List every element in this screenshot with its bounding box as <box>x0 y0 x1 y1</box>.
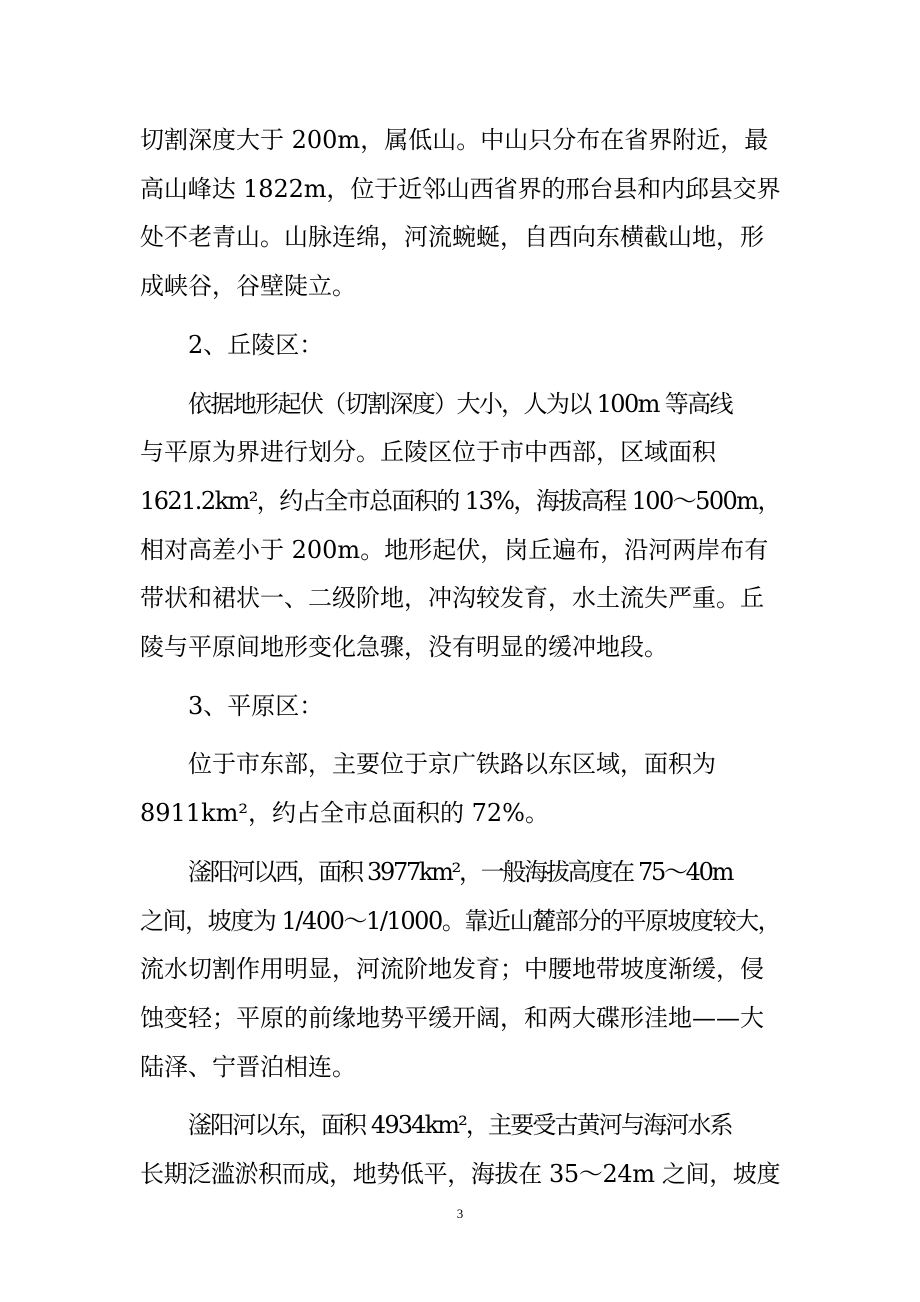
paragraph-west-of-fuyang <box>140 848 780 1092</box>
page-number: 3 <box>456 1206 464 1221</box>
text-line: 陆泽、宁晋泊相连。 <box>140 1052 356 1081</box>
text-line: 切割深度大于 200m，属低山。中山只分布在省界附近，最 <box>140 126 769 154</box>
text-line: 高山峰达 1822m，位于近邻山西省界的邢台县和内邱县交界 <box>140 174 781 203</box>
text-line: 流水切割作用明显，河流阶地发育；中腰地带坡度渐缓，侵 <box>140 955 764 984</box>
text-line: 滏阳河以东，面积 4934km²，主要受古黄河与海河水系 <box>188 1111 732 1140</box>
paragraph-low-mountain <box>140 116 780 311</box>
paragraph-hills <box>140 380 780 672</box>
text-line: 依据地形起伏（切割深度）大小，人为以 100m 等高线 <box>188 389 732 418</box>
text-line: 相对高差小于 200m。地形起伏，岗丘遍布，沿河两岸布有 <box>140 535 769 564</box>
paragraph-east-of-fuyang <box>140 1101 780 1198</box>
text-line: 成峡谷，谷壁陡立。 <box>140 272 356 301</box>
text-line: 蚀变轻；平原的前缘地势平缓开阔，和两大碟形洼地——大 <box>140 1003 764 1032</box>
text-line: 与平原为界进行划分。丘陵区位于市中西部，区域面积 <box>140 438 716 467</box>
text-line: 处不老青山。山脉连绵，河流蜿蜒，自西向东横截山地，形 <box>140 223 764 252</box>
text-line: 之间，坡度为 1/400～1/1000。靠近山麓部分的平原坡度较大， <box>140 906 781 935</box>
text-line: 带状和裙状一、二级阶地，冲沟较发育，水土流失严重。丘 <box>140 584 764 613</box>
heading-text: 3、平原区： <box>188 691 324 720</box>
section-heading-hills <box>140 321 780 370</box>
text-line: 陵与平原间地形变化急骤，没有明显的缓冲地段。 <box>140 633 668 662</box>
text-line: 1621.2km²，约占全市总面积的 13%，海拔高程 100～500m， <box>140 486 780 515</box>
heading-text: 2、丘陵区： <box>188 330 324 359</box>
body-text <box>140 116 780 1199</box>
text-line: 8911km²，约占全市总面积的 72%。 <box>140 799 549 828</box>
text-line: 位于市东部，主要位于京广铁路以东区域，面积为 <box>188 750 716 779</box>
paragraph-plain <box>140 740 780 837</box>
text-line: 长期泛滥淤积而成，地势低平，海拔在 35～24m 之间，坡度 <box>140 1160 781 1189</box>
section-heading-plain <box>140 682 780 731</box>
text-line: 滏阳河以西，面积 3977km²，一般海拔高度在 75～40m <box>188 857 733 886</box>
